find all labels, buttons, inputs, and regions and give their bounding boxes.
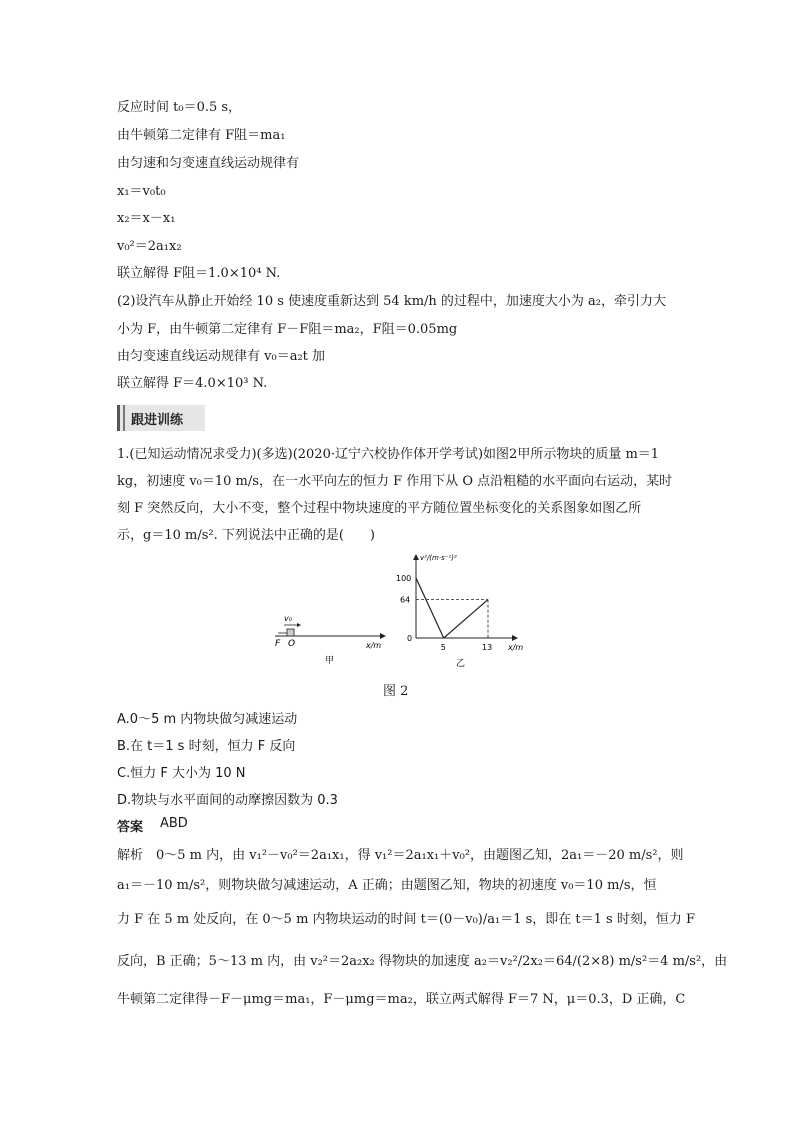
question-line: kg，初速度 v₀＝10 m/s，在一水平向左的恒力 F 作用下从 O 点沿粗糙的水平面向右运动，某时 (117, 474, 673, 489)
block (287, 629, 294, 636)
solution-line: 小为 F，由牛顿第二定律有 F－F阻＝ma₂，F阻＝0.05mg (117, 322, 458, 337)
x-tick-label: 5 (440, 643, 446, 652)
solution-line: x₂＝x－x₁ (117, 211, 176, 226)
x-axis-arrow-icon (512, 635, 518, 641)
solution-line: v₀²＝2a₁x₂ (117, 239, 182, 254)
solution-line: x₁＝v₀t₀ (117, 184, 166, 199)
option-a: A.0～5 m 内物块做匀减速运动 (117, 712, 298, 727)
analysis-line: a₁＝－10 m/s²，则物块做匀减速运动，A 正确；由题图乙知，物块的初速度 v₀＝10 m/s，恒 (117, 878, 657, 893)
x-axis-label: x/m (508, 643, 524, 652)
solution-line: 由匀变速直线运动规律有 v₀＝a₂t 加 (117, 349, 326, 364)
v-squared-x-chart (390, 550, 530, 670)
solution-line: (2)设汽车从静止开始经 10 s 使速度重新达到 54 km/h 的过程中，加速度大小为 a₂，牵引力大 (117, 294, 667, 309)
x-tick-label: 13 (482, 643, 493, 652)
option-d: D.物块与水平面间的动摩擦因数为 0.3 (117, 793, 338, 808)
series-segment (416, 578, 444, 638)
solution-line: 由牛顿第二定律有 F阻＝ma₁ (117, 128, 286, 143)
figure-left-diagram (270, 610, 390, 665)
origin-label: O (288, 639, 296, 649)
y-tick-label: 0 (407, 634, 413, 643)
v0-arrow-icon (297, 623, 301, 627)
v0-label: v₀ (284, 614, 292, 623)
analysis-line: 解析 0～5 m 内，由 v₁²－v₀²＝2a₁x₁，得 v₁²＝2a₁x₁＋v₀²，由题图乙知，2a₁＝－20 m/s²，则 (117, 848, 684, 863)
section-title: 跟进训练 (131, 412, 184, 428)
option-c: C.恒力 F 大小为 10 N (117, 766, 246, 781)
y-axis-arrow-icon (413, 554, 419, 560)
figure-left-name: 甲 (325, 656, 335, 665)
y-tick-label: 64 (400, 595, 411, 605)
y-axis-label: v²/(m·s⁻¹)² (420, 554, 457, 562)
y-tick-label: 100 (396, 574, 412, 583)
x-axis-arrow-icon (380, 633, 386, 639)
question-line: 刻 F 突然反向，大小不变，整个过程中物块速度的平方随位置坐标变化的关系图象如图乙所 (117, 501, 642, 516)
force-label: F (275, 639, 281, 649)
section-header (117, 405, 205, 431)
section-bar-icon (117, 405, 125, 431)
figure-caption: 图 2 (383, 684, 409, 699)
option-b: B.在 t＝1 s 时刻，恒力 F 反向 (117, 739, 296, 754)
question-line: 1.(已知运动情况求受力)(多选)(2020·辽宁六校协作体开学考试)如图2甲所示物块的质量 m＝1 (117, 447, 660, 462)
figure-right-name: 乙 (456, 659, 466, 669)
analysis-line: 牛顿第二定律得－F－μmg＝ma₁，F－μmg＝ma₂，联立两式解得 F＝7 N，μ＝0.3，D 正确，C (117, 992, 686, 1007)
solution-line: 联立解得 F＝4.0×10³ N. (117, 376, 268, 391)
answer-label: 答案 (117, 820, 144, 835)
analysis-line: 力 F 在 5 m 处反向，在 0～5 m 内物块运动的时间 t＝(0－v₀)/a₁＝1 s，即在 t＝1 s 时刻，恒力 F (117, 912, 696, 927)
solution-line: 反应时间 t₀＝0.5 s， (117, 100, 242, 115)
solution-line: 联立解得 F阻＝1.0×10⁴ N. (117, 266, 281, 281)
series-segment (444, 600, 488, 638)
question-line: 示，g＝10 m/s². 下列说法中正确的是( ) (117, 528, 375, 543)
solution-line: 由匀速和匀变速直线运动规律有 (117, 156, 300, 171)
answer-value: ABD (160, 816, 188, 831)
analysis-line: 反向，B 正确；5～13 m 内，由 v₂²＝2a₂x₂ 得物块的加速度 a₂＝v₂²/2x₂＝64/(2×8) m/s²＝4 m/s²，由 (117, 954, 728, 969)
x-axis-label: x/m (366, 641, 382, 650)
